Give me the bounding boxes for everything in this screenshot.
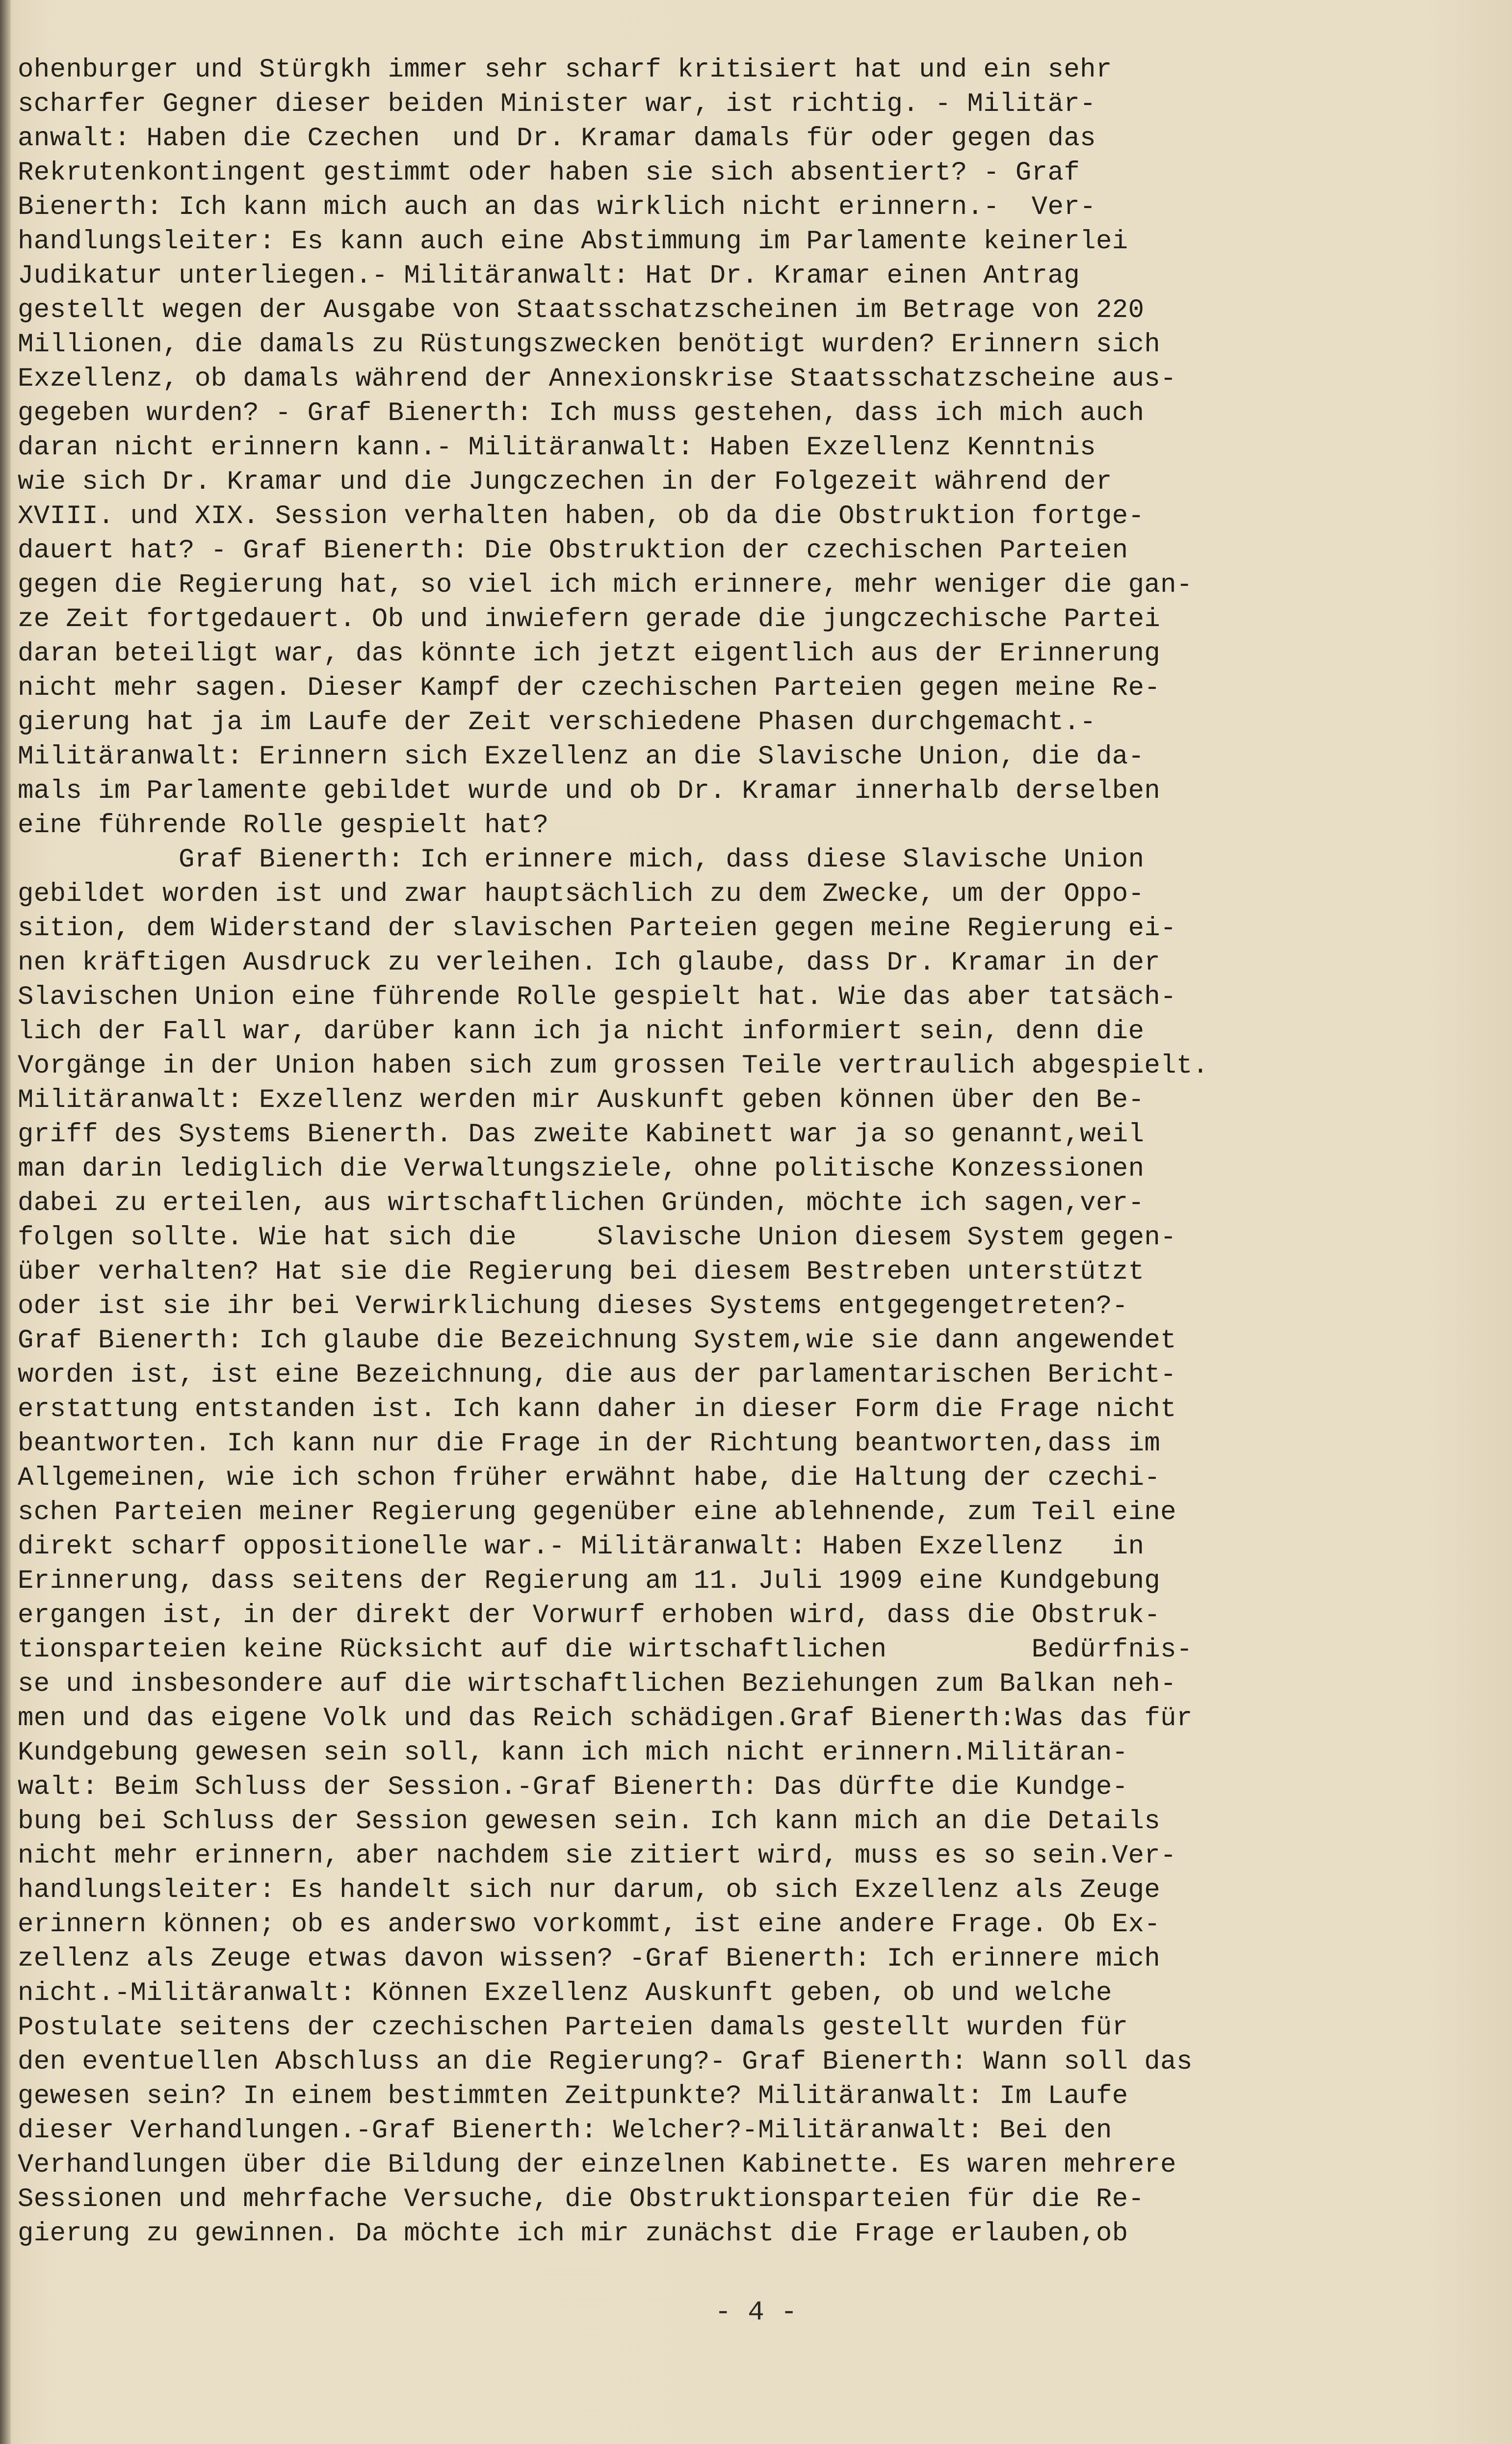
text-line: Postulate seitens der czechischen Parteien damals gestellt wurden für — [18, 2013, 1128, 2043]
text-line: nicht.-Militäranwalt: Können Exzellenz Auskunft geben, ob und welche — [18, 1978, 1112, 2008]
text-line: Verhandlungen über die Bildung der einzelnen Kabinette. Es waren mehrere — [18, 2150, 1176, 2180]
text-line: ergangen ist, in der direkt der Vorwurf erhoben wird, dass die Obstruk- — [18, 1601, 1161, 1630]
text-line: zellenz als Zeuge etwas davon wissen? -Graf Bienerth: Ich erinnere mich — [18, 1944, 1161, 1974]
text-line: nicht mehr erinnern, aber nachdem sie zitiert wird, muss es so sein.Ver- — [18, 1841, 1176, 1871]
text-line: dauert hat? - Graf Bienerth: Die Obstruktion der czechischen Parteien — [18, 536, 1128, 566]
text-line: Judikatur unterliegen.- Militäranwalt: Hat Dr. Kramar einen Antrag — [18, 261, 1080, 291]
text-line: XVIII. und XIX. Session verhalten haben, ob da die Obstruktion fortge- — [18, 501, 1145, 531]
text-line: ze Zeit fortgedauert. Ob und inwiefern gerade die jungczechische Partei — [18, 604, 1161, 634]
text-line: eine führende Rolle gespielt hat? — [18, 811, 549, 841]
text-line: anwalt: Haben die Czechen und Dr. Kramar damals für oder gegen das — [18, 124, 1096, 154]
text-line: Millionen, die damals zu Rüstungszwecken benötigt wurden? Erinnern sich — [18, 330, 1161, 360]
text-line: gierung hat ja im Laufe der Zeit verschiedene Phasen durchgemacht.- — [18, 708, 1096, 737]
text-line: Bienerth: Ich kann mich auch an das wirklich nicht erinnern.- Ver- — [18, 192, 1096, 222]
text-line: scharfer Gegner dieser beiden Minister war, ist richtig. - Militär- — [18, 89, 1096, 119]
text-line: gierung zu gewinnen. Da möchte ich mir zunächst die Frage erlauben,ob — [18, 2219, 1128, 2249]
text-line: gegeben wurden? - Graf Bienerth: Ich muss gestehen, dass ich mich auch — [18, 398, 1145, 428]
text-line: folgen sollte. Wie hat sich die Slavische Union diesem System gegen- — [18, 1223, 1176, 1253]
text-line: griff des Systems Bienerth. Das zweite Kabinett war ja so genannt,weil — [18, 1120, 1145, 1150]
text-line: daran nicht erinnern kann.- Militäranwalt: Haben Exzellenz Kenntnis — [18, 433, 1096, 463]
text-line: gestellt wegen der Ausgabe von Staatsschatzscheinen im Betrage von 220 — [18, 295, 1145, 325]
text-line: gebildet worden ist und zwar hauptsächlich zu dem Zwecke, um der Oppo- — [18, 879, 1145, 909]
text-line: gegen die Regierung hat, so viel ich mich erinnere, mehr weniger die gan- — [18, 570, 1193, 600]
text-line: nen kräftigen Ausdruck zu verleihen. Ich glaube, dass Dr. Kramar in der — [18, 948, 1161, 978]
text-line: men und das eigene Volk und das Reich schädigen.Graf Bienerth:Was das für — [18, 1704, 1193, 1734]
text-line: daran beteiligt war, das könnte ich jetzt eigentlich aus der Erinnerung — [18, 639, 1161, 669]
text-line: Exzellenz, ob damals während der Annexionskrise Staatsschatzscheine aus- — [18, 364, 1176, 394]
text-line: Sessionen und mehrfache Versuche, die Obstruktionsparteien für die Re- — [18, 2184, 1145, 2214]
text-line: den eventuellen Abschluss an die Regierung?- Graf Bienerth: Wann soll das — [18, 2047, 1193, 2077]
text-line: oder ist sie ihr bei Verwirklichung dieses Systems entgegengetreten?- — [18, 1291, 1128, 1321]
text-line: erstattung entstanden ist. Ich kann daher in dieser Form die Frage nicht — [18, 1394, 1176, 1424]
text-line: walt: Beim Schluss der Session.-Graf Bienerth: Das dürfte die Kundge- — [18, 1772, 1128, 1802]
typewritten-text — [18, 53, 1494, 2251]
text-line: direkt scharf oppositionelle war.- Militäranwalt: Haben Exzellenz in — [18, 1532, 1145, 1562]
text-line: Graf Bienerth: Ich erinnere mich, dass diese Slavische Union — [18, 845, 1145, 875]
text-line: Militäranwalt: Erinnern sich Exzellenz an die Slavische Union, die da- — [18, 742, 1145, 772]
text-line: über verhalten? Hat sie die Regierung bei diesem Bestreben unterstützt — [18, 1257, 1145, 1287]
text-line: tionsparteien keine Rücksicht auf die wirtschaftlichen Bedürfnis- — [18, 1635, 1193, 1665]
text-line: nicht mehr sagen. Dieser Kampf der czechischen Parteien gegen meine Re- — [18, 673, 1161, 703]
text-line: lich der Fall war, darüber kann ich ja nicht informiert sein, denn die — [18, 1017, 1145, 1047]
text-line: se und insbesondere auf die wirtschaftlichen Beziehungen zum Balkan neh- — [18, 1669, 1176, 1699]
text-line: gewesen sein? In einem bestimmten Zeitpunkte? Militäranwalt: Im Laufe — [18, 2081, 1128, 2111]
text-line: worden ist, ist eine Bezeichnung, die aus der parlamentarischen Bericht- — [18, 1360, 1176, 1390]
text-line: mals im Parlamente gebildet wurde und ob Dr. Kramar innerhalb derselben — [18, 776, 1161, 806]
text-line: handlungsleiter: Es handelt sich nur darum, ob sich Exzellenz als Zeuge — [18, 1875, 1161, 1905]
text-line: erinnern können; ob es anderswo vorkommt, ist eine andere Frage. Ob Ex- — [18, 1910, 1161, 1940]
text-line: handlungsleiter: Es kann auch eine Abstimmung im Parlamente keinerlei — [18, 227, 1128, 257]
text-line: Erinnerung, dass seitens der Regierung am 11. Juli 1909 eine Kundgebung — [18, 1566, 1161, 1596]
binding-edge — [0, 0, 11, 2444]
text-line: Allgemeinen, wie ich schon früher erwähnt habe, die Haltung der czechi- — [18, 1463, 1161, 1493]
text-line: Rekrutenkontingent gestimmt oder haben sie sich absentiert? - Graf — [18, 158, 1080, 188]
text-line: sition, dem Widerstand der slavischen Parteien gegen meine Regierung ei- — [18, 914, 1176, 944]
text-line: schen Parteien meiner Regierung gegenüber eine ablehnende, zum Teil eine — [18, 1498, 1176, 1527]
text-line: wie sich Dr. Kramar und die Jungczechen in der Folgezeit während der — [18, 467, 1112, 497]
text-line: man darin lediglich die Verwaltungsziele, ohne politische Konzessionen — [18, 1154, 1145, 1184]
text-line: Vorgänge in der Union haben sich zum grossen Teile vertraulich abgespielt. — [18, 1051, 1209, 1081]
text-line: Slavischen Union eine führende Rolle gespielt hat. Wie das aber tatsäch- — [18, 982, 1176, 1012]
text-line: beantworten. Ich kann nur die Frage in der Richtung beantworten,dass im — [18, 1429, 1161, 1459]
text-line: Kundgebung gewesen sein soll, kann ich mich nicht erinnern.Militäran- — [18, 1738, 1128, 1768]
text-line: Militäranwalt: Exzellenz werden mir Auskunft geben können über den Be- — [18, 1085, 1145, 1115]
text-line: Graf Bienerth: Ich glaube die Bezeichnung System,wie sie dann angewendet — [18, 1326, 1176, 1356]
text-line: dieser Verhandlungen.-Graf Bienerth: Welcher?-Militäranwalt: Bei den — [18, 2116, 1112, 2146]
page-number: - 4 - — [714, 2296, 798, 2328]
text-line: bung bei Schluss der Session gewesen sein. Ich kann mich an die Details — [18, 1807, 1161, 1837]
text-line: ohenburger und Stürgkh immer sehr scharf kritisiert hat und ein sehr — [18, 55, 1112, 85]
text-line: dabei zu erteilen, aus wirtschaftlichen Gründen, möchte ich sagen,ver- — [18, 1188, 1145, 1218]
